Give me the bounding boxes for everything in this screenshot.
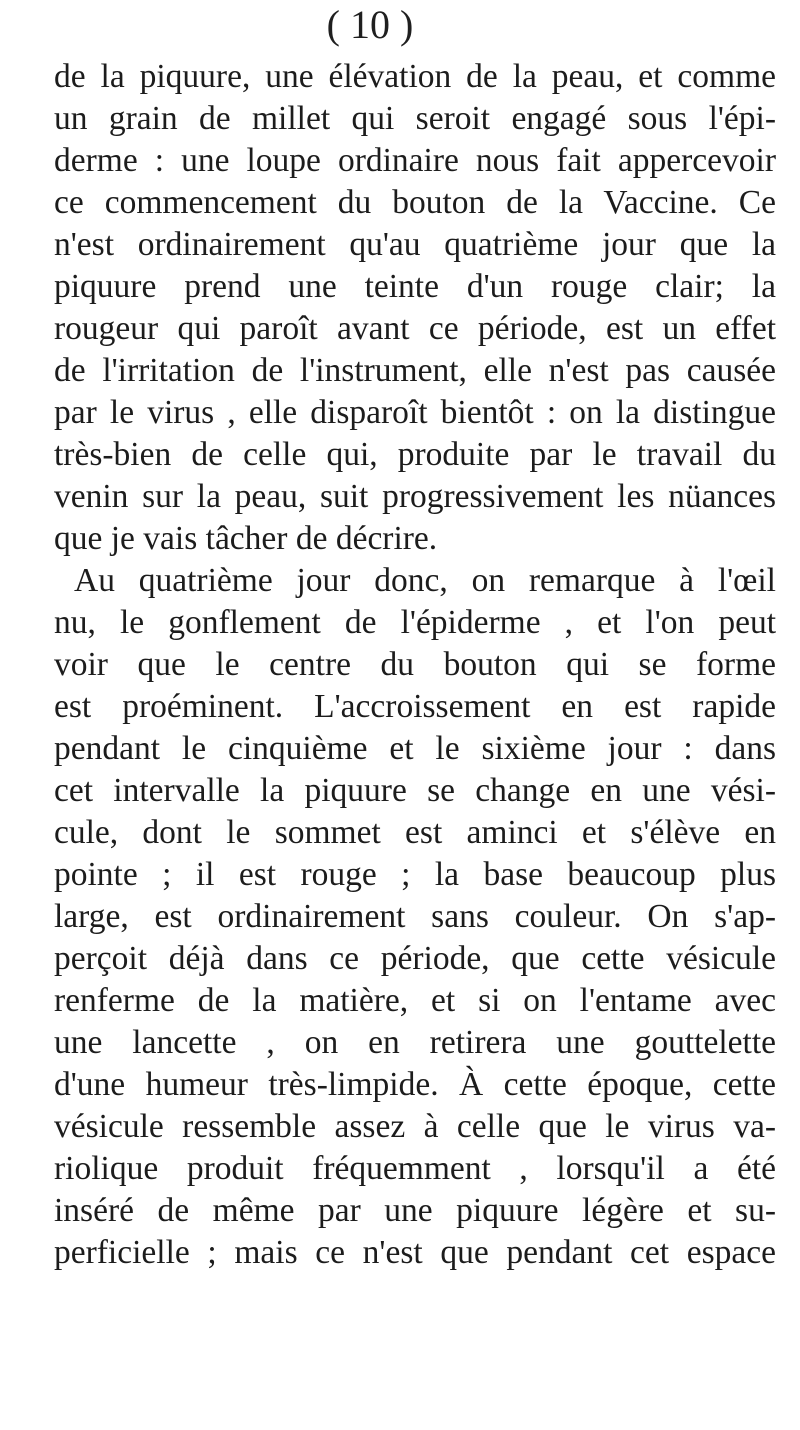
text-line: voir que le centre du bouton qui se forme xyxy=(54,646,776,683)
text-line: de la piquure, une élévation de la peau, et comme xyxy=(54,58,776,95)
text-line: perficielle ; mais ce n'est que pendant cet espace xyxy=(54,1234,776,1271)
body-text xyxy=(54,56,776,1274)
text-line: nu, le gonflement de l'épiderme , et l'on peut xyxy=(54,604,776,641)
text-line: cule, dont le sommet est aminci et s'élève en xyxy=(54,814,776,851)
text-line: d'une humeur très-limpide. À cette époque, cette xyxy=(54,1066,776,1103)
text-line: inséré de même par une piquure légère et su- xyxy=(54,1192,776,1229)
text-line: n'est ordinairement qu'au quatrième jour que la xyxy=(54,226,776,263)
text-line: rougeur qui paroît avant ce période, est un effet xyxy=(54,310,776,347)
text-line: derme : une loupe ordinaire nous fait appercevoir xyxy=(54,142,776,179)
text-line: pointe ; il est rouge ; la base beaucoup plus xyxy=(54,856,776,893)
text-line: très-bien de celle qui, produite par le travail du xyxy=(54,436,776,473)
text-line: que je vais tâcher de décrire. xyxy=(54,520,438,557)
text-line: large, est ordinairement sans couleur. On s'ap- xyxy=(54,898,776,935)
text-line: venin sur la peau, suit progressivement les nüances xyxy=(54,478,776,515)
text-line: un grain de millet qui seroit engagé sous l'épi- xyxy=(54,100,776,137)
text-line: perçoit déjà dans ce période, que cette vésicule xyxy=(54,940,776,977)
text-line: renferme de la matière, et si on l'entame avec xyxy=(54,982,776,1019)
text-line: par le virus , elle disparoît bientôt : on la distingue xyxy=(54,394,776,431)
text-line: ce commencement du bouton de la Vaccine. Ce xyxy=(54,184,776,221)
text-line: est proéminent. L'accroissement en est rapide xyxy=(54,688,776,725)
text-line: cet intervalle la piquure se change en une vési- xyxy=(54,772,776,809)
text-line: une lancette , on en retirera une gouttelette xyxy=(54,1024,776,1061)
text-line: piquure prend une teinte d'un rouge clair; la xyxy=(54,268,776,305)
text-line: de l'irritation de l'instrument, elle n'est pas causée xyxy=(54,352,776,389)
page-number: ( 10 ) xyxy=(326,2,414,47)
text-line: riolique produit fréquemment , lorsqu'il a été xyxy=(54,1150,776,1187)
text-line: pendant le cinquième et le sixième jour : dans xyxy=(54,730,776,767)
text-line: vésicule ressemble assez à celle que le virus va- xyxy=(54,1108,776,1145)
paragraph-start-line: Au quatrième jour donc, on remarque à l'œil xyxy=(74,562,776,599)
